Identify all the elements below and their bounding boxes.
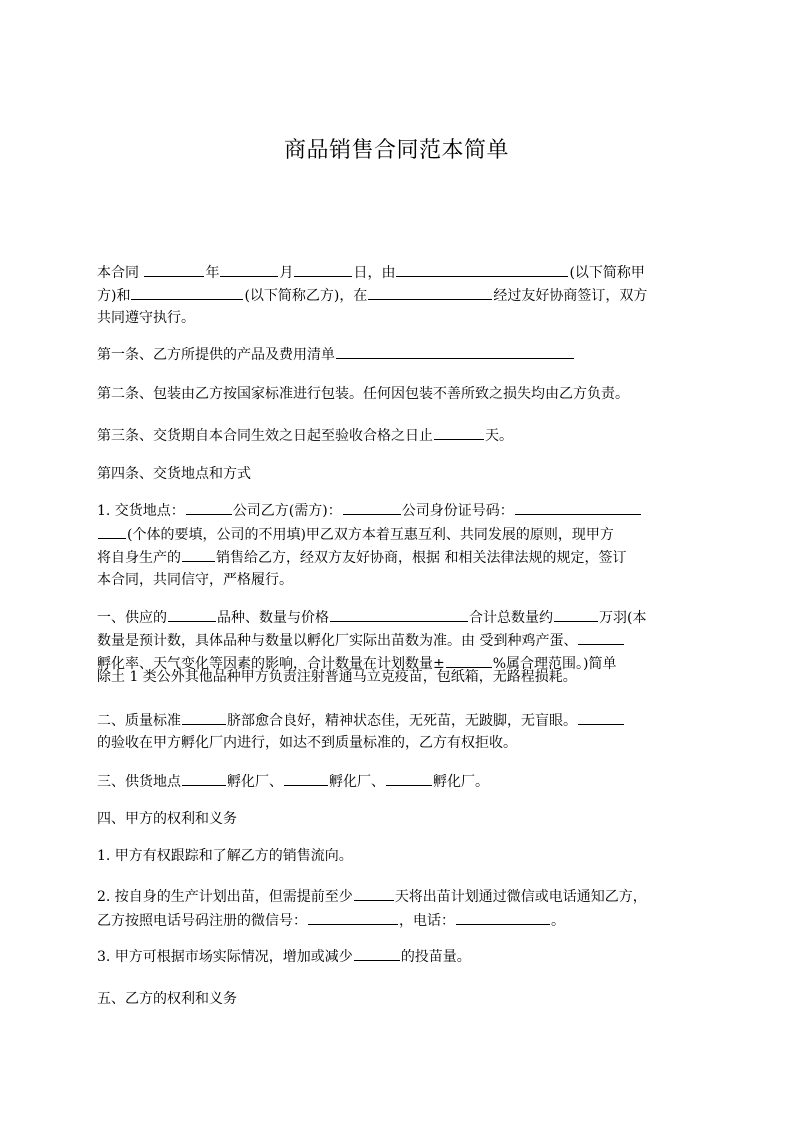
blank-factor[interactable] xyxy=(578,629,624,645)
section-4-item-2-line-1 xyxy=(97,885,702,908)
article-2: 第二条、包装由乙方按国家标准进行包装。任何因包装不善所致之损失均由乙方负责。 xyxy=(97,386,629,402)
text: %属合理范围。)简单 xyxy=(492,656,617,672)
article-1 xyxy=(97,343,702,366)
text: 的投苗量。 xyxy=(400,949,471,965)
blank-month[interactable] xyxy=(220,261,278,277)
blank-product-list[interactable] xyxy=(336,343,574,359)
blank-quality-standard[interactable] xyxy=(182,709,226,725)
blank-total-quantity[interactable] xyxy=(554,606,598,622)
blank-id-number-cont[interactable] xyxy=(98,523,126,539)
delivery-line-2 xyxy=(97,523,702,546)
text: (以下简称甲 xyxy=(569,265,645,281)
blank-adjust-quantity[interactable] xyxy=(354,945,400,961)
text: (个体的要填，公司的不用填)甲乙双方本着互惠互利、共同发展的原则，现甲方 xyxy=(127,527,614,543)
article-3 xyxy=(97,424,702,447)
blank-hatchery-1[interactable] xyxy=(182,770,226,786)
document-title: 商品销售合同范本简单 xyxy=(283,138,509,163)
blank-supply-item[interactable] xyxy=(168,606,216,622)
text: 天将出苗计划通过微信或电话通知乙方， xyxy=(394,889,647,905)
text: 1. 交货地点： xyxy=(97,503,185,519)
blank-notice-days[interactable] xyxy=(354,885,394,901)
text: 方)和 xyxy=(97,288,131,304)
blank-delivery-place[interactable] xyxy=(186,499,232,515)
section-3 xyxy=(97,770,702,793)
section-4-item-3 xyxy=(97,945,702,968)
section-1-line-1 xyxy=(97,606,702,629)
section-4-heading: 四、甲方的权利和义务 xyxy=(97,811,237,827)
blank-price[interactable] xyxy=(330,606,468,622)
text: 第一条、乙方所提供的产品及费用清单 xyxy=(97,347,335,363)
text: 合计总数量约 xyxy=(469,610,553,626)
text: 年 xyxy=(205,265,220,281)
section-5-heading: 五、乙方的权利和义务 xyxy=(97,991,237,1007)
text: 数量是预计数，具体品种与数量以孵化厂实际出苗数为准。由 受到种鸡产蛋、 xyxy=(97,633,578,649)
blank-year[interactable] xyxy=(144,261,204,277)
text: 孵化厂。 xyxy=(433,774,489,790)
blank-party-a[interactable] xyxy=(396,261,568,277)
text: 孵化率、天气变化等因素的影响，合计数量在计划数量± xyxy=(97,656,445,672)
text: 一、供应的 xyxy=(97,610,167,626)
article-4: 第四条、交货地点和方式 xyxy=(97,466,251,482)
blank-hatchery-2[interactable] xyxy=(284,770,328,786)
text: 第三条、交货期自本合同生效之日起至验收合格之日止 xyxy=(97,428,433,444)
blank-delivery-days[interactable] xyxy=(434,424,484,440)
text: 3. 甲方可根据市场实际情况，增加或减少 xyxy=(97,949,353,965)
blank-product[interactable] xyxy=(182,546,215,562)
section-4-item-2-line-2 xyxy=(97,909,702,932)
text: 月 xyxy=(279,265,294,281)
blank-hatchery-3[interactable] xyxy=(386,770,432,786)
section-2-line-1 xyxy=(97,709,702,732)
blank-id-number[interactable] xyxy=(515,499,641,515)
text: 销售给乙方，经双方友好协商，根据 和相关法律法规的规定，签订 xyxy=(216,550,627,566)
text: 将自身生产的 xyxy=(97,550,181,566)
text: 万羽(本 xyxy=(599,610,647,626)
delivery-line-1 xyxy=(97,499,702,522)
text: 经过友好协商签订，双方 xyxy=(493,288,648,304)
section-1-line-2 xyxy=(97,629,702,652)
section-2-line-2: 的验收在甲方孵化厂内进行，如达不到质量标准的，乙方有权拒收。 xyxy=(97,735,517,751)
delivery-line-4: 本合同，共同信守，严格履行。 xyxy=(97,572,293,588)
text: 。 xyxy=(551,913,565,929)
text: 品种、数量与价格 xyxy=(217,610,329,626)
text: 本合同 xyxy=(97,265,144,281)
text: 三、供货地点 xyxy=(97,774,181,790)
preamble-line-1 xyxy=(97,261,702,284)
text: ，电话： xyxy=(399,913,455,929)
text: 2. 按自身的生产计划出苗，但需提前至少 xyxy=(97,889,353,905)
text: 公司乙方(需方)： xyxy=(232,503,342,519)
section-1-line-4: 除土 1 类公外其他品种甲方负责注射普通马立克疫苗，包纸箱，无路程损耗。 xyxy=(97,669,577,685)
text: 孵化厂、 xyxy=(227,774,283,790)
blank-buyer-company[interactable] xyxy=(343,499,401,515)
blank-party-b[interactable] xyxy=(131,284,243,300)
delivery-line-3 xyxy=(97,546,702,569)
text: 日，由 xyxy=(353,265,396,281)
text: 孵化厂、 xyxy=(329,774,385,790)
text: 二、质量标准 xyxy=(97,713,181,729)
blank-wechat-id[interactable] xyxy=(308,909,398,925)
preamble-line-2 xyxy=(97,284,702,307)
text: 公司身份证号码： xyxy=(401,503,514,519)
blank-day[interactable] xyxy=(294,261,352,277)
preamble-line-3: 共同遵守执行。 xyxy=(97,310,195,326)
text: 乙方按照电话号码注册的微信号： xyxy=(97,913,307,929)
text: (以下简称乙方)，在 xyxy=(244,288,368,304)
blank-sign-place[interactable] xyxy=(368,284,492,300)
blank-phone[interactable] xyxy=(456,909,550,925)
text: 天。 xyxy=(485,428,513,444)
blank-quality-item[interactable] xyxy=(578,709,624,725)
text: 脐部愈合良好，精神状态佳，无死苗，无跛脚，无盲眼。 xyxy=(227,713,577,729)
section-4-item-1: 1. 甲方有权跟踪和了解乙方的销售流向。 xyxy=(97,848,353,864)
